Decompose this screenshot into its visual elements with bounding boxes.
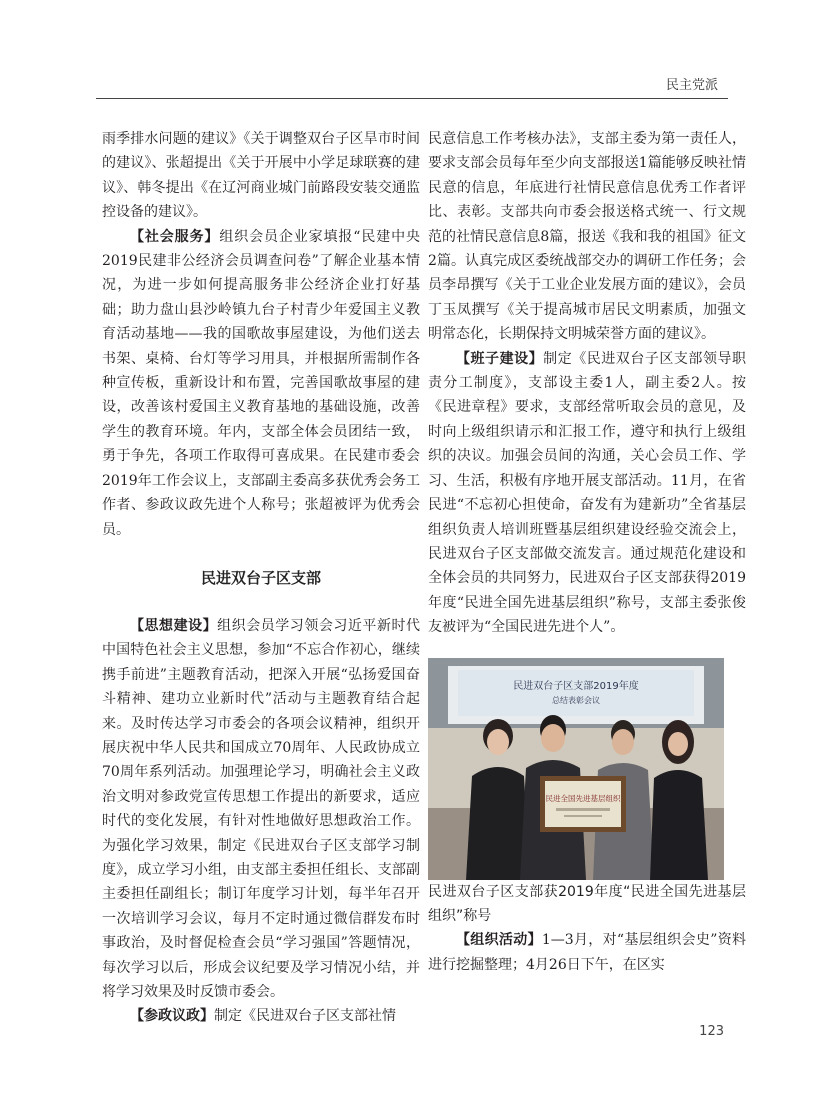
photo-caption: 民进双台子区支部获2019年度“民进全国先进基层组织”称号 xyxy=(428,883,746,924)
text-ideology: 组织会员学习领会习近平新时代中国特色社会主义思想，参加“不忘合作初心，继续携手前进”主题教育活动，把深入开展“弘扬爱国奋斗精神、建功立业新时代”活动与主题教育结合起来。及时传达学习市委会的各项会议精神，组织开展庆祝中华人民共和国成立70周年、人民政协成立70周年系列活动。加强理论学习，明确社会主义政治文明对参政党宣传思想工作提出的新要求，适应时代的变化发展，有针对性地做好思想政治工作。为强化学习效果，制定《民进双台子区支部学习制度》，成立学习小组，由支部主委担任组长、支部副主委担任副组长；制订年度学习计划，每半年召开一次培训学习会议，每月不定时通过微信群发布时事政治，及时督促检查会员“学习强国”答题情况，每次学习以后，形成会议纪要及学习情况小结，并将学习效果及时反馈市委会。 xyxy=(102,617,421,1000)
paragraph-leadership xyxy=(428,347,746,640)
paragraph-continued-right: 民意信息工作考核办法》，支部主委为第一责任人，要求支部会员每年至少向支部报送1篇能够反映社情民意的信息，年底进行社情民意信息优秀工作者评比、表彰。支部共向市委会报送格式统一、行文规范的社情民意信息8篇，报送《我和我的祖国》征文2篇。认真完成区委统战部交办的调研工作任务；会员李昂撰写《关于工业企业发展方面的建议》，会员丁玉凤撰写《关于提高城市居民文明素质，加强文明常态化，长期保持文明城荣誉方面的建议》。 xyxy=(428,131,746,343)
paragraph-social-service xyxy=(102,225,420,542)
header-divider xyxy=(96,98,728,99)
text-participation: 制定《民进双台子区支部社情 xyxy=(214,1008,396,1025)
paragraph-activities xyxy=(428,928,746,977)
text-activities: 1—3月，对“基层组织会史”资料进行挖掘整理；4月26日下午，在区实 xyxy=(428,932,746,973)
tag-social-service: 【社会服务】 xyxy=(130,228,220,245)
text-leadership: 制定《民进双台子区支部领导职责分工制度》，支部设主委1人，副主委2人。按《民进章程》要求，支部经常听取会员的意见，及时向上级组织请示和汇报工作，遵守和执行上级组织的决议。加强会员间的沟通，关心会员工作、学习、生活，积极有序地开展支部活动。11月，在省民进“不忘初心担使命，奋发有为建新功”全省基层组织负责人培训班暨基层组织建设经验交流会上，民进双台子区支部做交流发言。通过规范化建设和全体会员的共同努力，民进双台子区支部获得2019年度“民进全国先进基层组织”称号，支部主委张俊友被评为“全国民进先进个人”。 xyxy=(428,350,747,636)
left-column xyxy=(102,127,420,1029)
header-title: 民主党派 xyxy=(665,78,718,93)
paragraph-participation xyxy=(102,1004,420,1028)
photo-banner-line1: 民进双台子区支部2019年度 xyxy=(513,680,639,692)
award-photo-illustration xyxy=(428,658,724,880)
paragraph-ideology xyxy=(102,614,420,1005)
photo-banner-line2: 总结表彰会议 xyxy=(552,695,600,705)
award-photo xyxy=(428,658,724,880)
tag-ideology: 【思想建设】 xyxy=(130,617,218,634)
photo-plaque-text: 民进全国先进基层组织 xyxy=(545,793,621,803)
tag-participation: 【参政议政】 xyxy=(130,1008,214,1025)
text-social-service: 组织会员企业家填报“民建中央2019民建非公经济会员调查问卷”了解企业基本情况，为进一步如何提高服务非公经济企业打好基础；助力盘山县沙岭镇九台子村青少年爱国主义教育活动基地——我的国歌故事屋建设，为他们送去书架、桌椅、台灯等学习用具，并根据所需制作各种宣传板，重新设计和布置，完善国歌故事屋的建设，改善该村爱国主义教育基地的基础设施，改善学生的教育环境。年内，支部全体会员团结一致，勇于争先，各项工作取得可喜成果。在民建市委会2019年工作会议上，支部副主委高多获优秀会务工作者、参政议政先进个人称号；张超被评为优秀会员。 xyxy=(102,228,420,538)
section-title: 民进双台子区支部 xyxy=(200,568,321,587)
paragraph-continued: 雨季排水问题的建议》《关于调整双台子区旱市时间的建议》、张超提出《关于开展中小学足球联赛的建议》、韩冬提出《在辽河商业城门前路段安装交通监控设备的建议》。 xyxy=(102,131,420,221)
tag-activities: 【组织活动】 xyxy=(456,932,542,949)
page-number: 123 xyxy=(699,1024,724,1039)
tag-leadership: 【班子建设】 xyxy=(456,350,544,367)
right-column xyxy=(428,127,746,977)
